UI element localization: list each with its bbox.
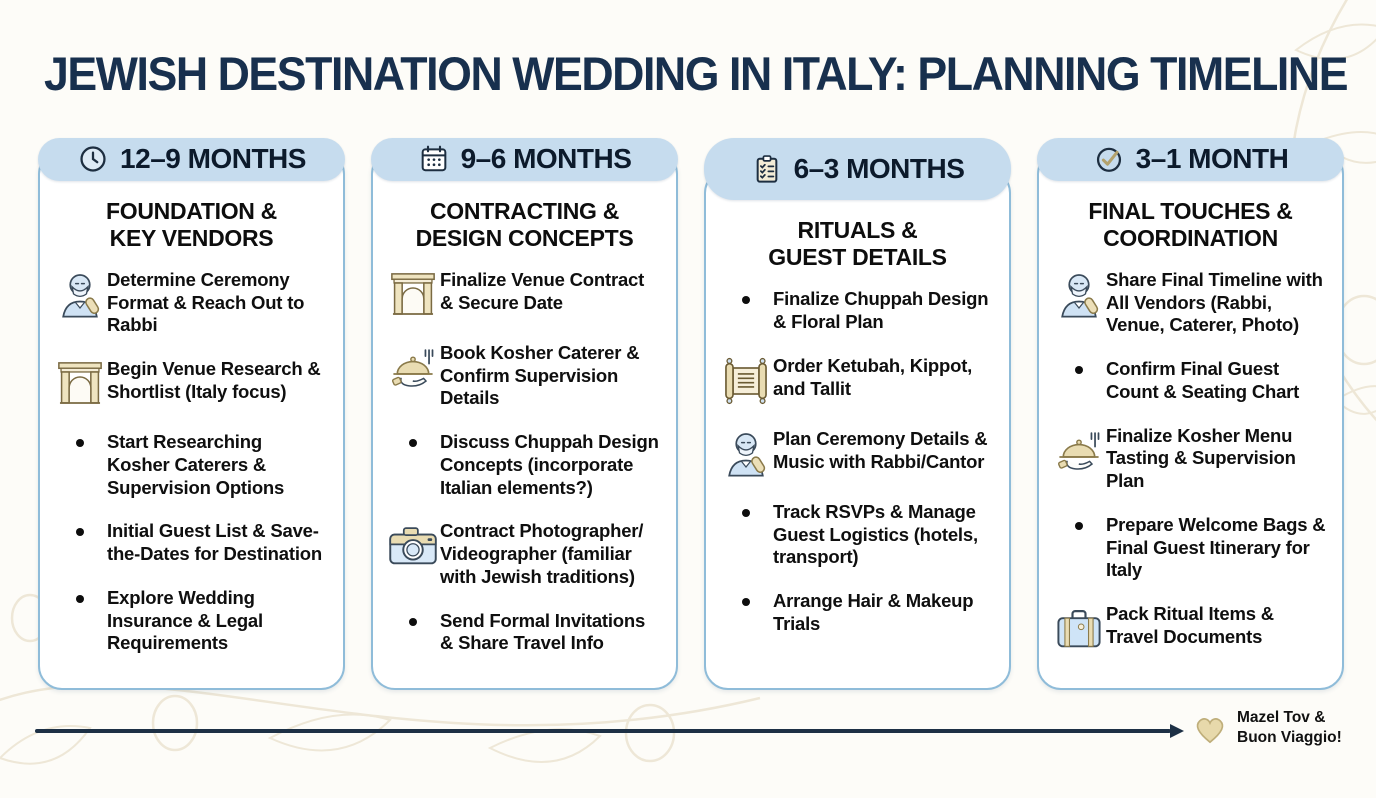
phase-column-4 <box>1037 138 1344 690</box>
task-item <box>1052 269 1329 337</box>
rabbi-icon <box>53 269 107 321</box>
phase-card <box>1037 150 1344 691</box>
task-item <box>719 501 996 569</box>
heart-icon <box>1190 708 1230 748</box>
bullet-icon <box>53 431 107 447</box>
task-text: Determine Ceremony Format & Reach Out to Rabbi <box>107 268 305 336</box>
phase-subtitle-line: RITUALS & <box>797 217 918 243</box>
task-item <box>386 342 663 410</box>
task-text: Begin Venue Research & Shortlist (Italy focus) <box>107 358 321 402</box>
task-item <box>386 269 663 321</box>
timeline-board <box>38 138 1344 690</box>
task-list <box>386 269 663 676</box>
period-pill <box>704 138 1011 200</box>
task-item <box>1052 603 1329 655</box>
task-text: Track RSVPs & Manage Guest Logistics (hotels, transport) <box>773 500 978 568</box>
phase-subtitle <box>386 198 663 252</box>
task-item <box>386 610 663 656</box>
bullet-icon <box>53 587 107 603</box>
task-text: Finalize Venue Contract & Secure Date <box>440 268 645 313</box>
timeline-arrow <box>35 729 1171 733</box>
task-text: Share Final Timeline with All Vendors (Rabbi, Venue, Caterer, Photo) <box>1106 268 1323 336</box>
page-title: JEWISH DESTINATION WEDDING IN ITALY: PLANNING TIMELINE <box>44 47 1348 100</box>
period-pill <box>38 138 345 181</box>
task-list <box>1052 269 1329 676</box>
bullet-icon <box>719 590 773 606</box>
task-item <box>53 587 330 655</box>
task-text: Arrange Hair & Makeup Trials <box>773 590 974 634</box>
phase-subtitle-line: CONTRACTING & <box>429 197 620 224</box>
venue-arch-icon <box>53 358 107 410</box>
phase-card <box>38 150 345 691</box>
phase-subtitle-line: FINAL TOUCHES & <box>1088 197 1293 224</box>
phase-subtitle-line: COORDINATION <box>1103 224 1278 251</box>
bullet-icon <box>1052 358 1106 374</box>
task-item <box>719 590 996 636</box>
check-circle-icon <box>1093 143 1125 175</box>
venue-arch-icon <box>386 269 440 321</box>
phase-subtitle <box>719 217 996 271</box>
clock-icon <box>77 143 109 175</box>
footer-message-line2: Buon Viaggio! <box>1237 729 1342 747</box>
task-text: Discuss Chuppah Design Concepts (incorporate Italian elements?) <box>440 431 659 498</box>
bullet-icon <box>719 501 773 517</box>
task-item <box>1052 358 1329 404</box>
phase-column-2 <box>371 138 678 690</box>
task-item <box>1052 425 1329 493</box>
period-pill <box>371 138 678 181</box>
task-item <box>386 520 663 588</box>
task-item <box>719 428 996 480</box>
torah-scroll-icon <box>719 355 773 407</box>
phase-subtitle-line: GUEST DETAILS <box>768 244 947 271</box>
phase-subtitle <box>53 198 330 252</box>
task-text: Finalize Chuppah Design & Floral Plan <box>773 288 989 332</box>
footer-message <box>1237 708 1342 748</box>
task-text: Order Ketubah, Kippot, and Tallit <box>773 354 973 399</box>
camera-icon <box>386 520 440 572</box>
task-text: Confirm Final Guest Count & Seating Chart <box>1106 358 1300 402</box>
rabbi-icon <box>1052 269 1106 321</box>
phase-subtitle <box>1052 198 1329 252</box>
task-item <box>53 520 330 566</box>
task-item <box>1052 514 1329 582</box>
bullet-icon <box>386 610 440 626</box>
phase-subtitle-line: FOUNDATION & <box>105 197 277 224</box>
clipboard-checklist-icon <box>751 153 783 185</box>
task-text: Prepare Welcome Bags & Final Guest Itinerary for Italy <box>1106 513 1326 581</box>
period-label: 12–9 MONTHS <box>120 143 306 175</box>
footer-message-line1: Mazel Tov & <box>1237 709 1326 726</box>
phase-column-3 <box>704 138 1011 690</box>
task-text: Plan Ceremony Details & Music with Rabbi/Cantor <box>773 427 988 472</box>
task-text: Send Formal Invitations & Share Travel Info <box>440 609 646 654</box>
task-item <box>719 288 996 334</box>
bullet-icon <box>386 431 440 447</box>
period-label: 9–6 MONTHS <box>460 143 632 175</box>
task-item <box>53 431 330 499</box>
phase-column-1 <box>38 138 345 690</box>
period-label: 6–3 MONTHS <box>793 153 965 184</box>
calendar-icon <box>418 143 450 175</box>
phase-card <box>371 150 678 691</box>
kosher-caterer-icon <box>1052 425 1106 477</box>
bullet-icon <box>53 520 107 536</box>
phase-subtitle-line: KEY VENDORS <box>109 224 274 251</box>
kosher-caterer-icon <box>386 342 440 394</box>
task-item <box>53 269 330 337</box>
bullet-icon <box>719 288 773 304</box>
bullet-icon <box>1052 514 1106 530</box>
phase-card <box>704 169 1011 690</box>
period-label: 3–1 MONTH <box>1135 143 1289 175</box>
phase-subtitle-line: DESIGN CONCEPTS <box>415 224 634 251</box>
task-text: Explore Wedding Insurance & Legal Requirements <box>107 586 263 654</box>
task-text: Start Researching Kosher Caterers & Supervision Options <box>107 431 285 498</box>
task-list <box>719 288 996 656</box>
task-text: Contract Photographer/ Videographer (familiar with Jewish traditions) <box>440 520 644 587</box>
task-text: Book Kosher Caterer & Confirm Supervision Details <box>440 341 640 409</box>
task-text: Pack Ritual Items & Travel Documents <box>1106 603 1274 647</box>
suitcase-icon <box>1052 603 1106 655</box>
task-item <box>53 358 330 410</box>
task-item <box>386 431 663 499</box>
rabbi-icon <box>719 428 773 480</box>
period-pill <box>1037 138 1344 181</box>
task-text: Finalize Kosher Menu Tasting & Supervision Plan <box>1106 424 1296 491</box>
task-list <box>53 269 330 676</box>
task-item <box>719 355 996 407</box>
task-text: Initial Guest List & Save-the-Dates for Destination <box>107 520 322 564</box>
